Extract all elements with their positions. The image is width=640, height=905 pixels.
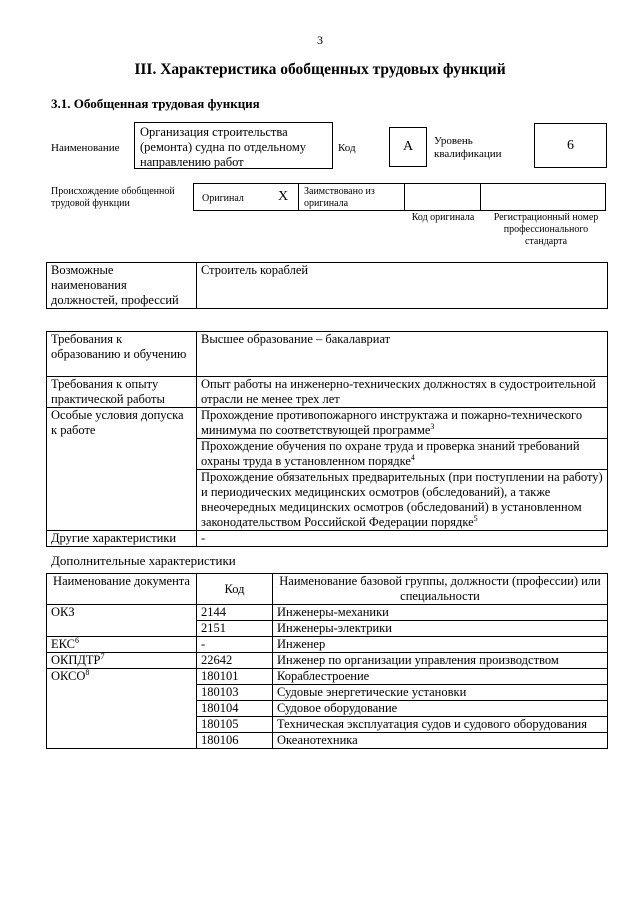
- other-label: Другие характеристики: [47, 531, 197, 547]
- requirements-table: [46, 331, 608, 547]
- footnote-ref: 7: [100, 651, 105, 661]
- name-cell: Инженер по организации управления производством: [273, 653, 608, 669]
- header-code: Код: [197, 574, 273, 605]
- doc-cell: ЕКС$^6$: [47, 637, 197, 653]
- section-title: III. Характеристика обобщенных трудовых функций: [134, 61, 506, 78]
- original-label: Оригинал: [202, 193, 244, 204]
- table-row: [47, 605, 608, 621]
- footnote-ref: 3: [430, 421, 435, 431]
- condition-2: Прохождение обучения по охране труда и проверка знаний требований охраны труда в установленном порядке$^4$: [197, 439, 608, 470]
- code-cell: 180101: [197, 669, 273, 685]
- borrowed-label: Заимствовано из оригинала: [304, 186, 375, 209]
- name-cell: Инженеры-механики: [273, 605, 608, 621]
- condition-3: Прохождение обязательных предварительных (при поступлении на работу) и периодических медицинских осмотров (обследований), а также внеочередных медицинских осмотров (обследований) в установленном законодательством Российской Федерации порядке$^5$: [197, 470, 608, 531]
- header-name: Наименование базовой группы, должности (профессии) или специальности: [273, 574, 608, 605]
- experience-label: Требования к опыту практической работы: [47, 377, 197, 408]
- original-mark: X: [278, 189, 289, 204]
- code-original-caption: Код оригинала: [411, 212, 475, 223]
- qualification-level-box: 6: [534, 123, 607, 168]
- doc-cell: ОКПДТР$^7$: [47, 653, 197, 669]
- reg-number-caption: Регистрационный номер профессионального стандарта: [493, 212, 599, 247]
- education-label: Требования к образованию и обучению: [47, 332, 197, 377]
- function-code-label: Код: [338, 142, 356, 154]
- origin-label: Происхождение обобщенной трудовой функции: [51, 186, 175, 209]
- code-cell: 180104: [197, 701, 273, 717]
- conditions-label: Особые условия допуска к работе: [47, 408, 197, 531]
- other-value: -: [197, 531, 608, 547]
- footnote-ref: 4: [410, 452, 415, 462]
- footnote-ref: 5: [473, 513, 478, 523]
- name-cell: Техническая эксплуатация судов и судового оборудования: [273, 717, 608, 733]
- divider: [480, 184, 481, 210]
- divider: [404, 184, 405, 210]
- name-cell: Судовое оборудование: [273, 701, 608, 717]
- code-cell: 180106: [197, 733, 273, 749]
- education-value: Высшее образование – бакалавриат: [197, 332, 608, 377]
- qualification-level-label: Уровень квалификации: [434, 135, 502, 160]
- origin-box: [193, 183, 606, 211]
- doc-cell: ОКСО$^8$: [47, 669, 197, 749]
- code-cell: 180105: [197, 717, 273, 733]
- name-cell: Инженер: [273, 637, 608, 653]
- code-cell: -: [197, 637, 273, 653]
- name-cell: Инженеры-электрики: [273, 621, 608, 637]
- function-name-box: Организация строительства (ремонта) судна по отдельному направлению работ: [134, 122, 333, 169]
- code-cell: 22642: [197, 653, 273, 669]
- positions-table: [46, 262, 608, 309]
- additional-table: [46, 573, 608, 749]
- page-number: 3: [317, 33, 323, 47]
- name-cell: Кораблестроение: [273, 669, 608, 685]
- name-cell: Океанотехника: [273, 733, 608, 749]
- code-cell: 2144: [197, 605, 273, 621]
- doc-cell: ОКЗ: [47, 605, 197, 637]
- footnote-ref: 8: [85, 667, 90, 677]
- name-cell: Судовые энергетические установки: [273, 685, 608, 701]
- condition-1: Прохождение противопожарного инструктажа и пожарно-технического минимума по соответствующей программе$^3$: [197, 408, 608, 439]
- positions-value: Строитель кораблей: [197, 263, 608, 309]
- table-row: [47, 669, 608, 685]
- positions-label: Возможные наименования должностей, профессий: [47, 263, 197, 309]
- divider: [298, 184, 299, 210]
- code-cell: 2151: [197, 621, 273, 637]
- header-doc: Наименование документа: [47, 574, 197, 605]
- additional-title: Дополнительные характеристики: [51, 553, 236, 568]
- function-code-box: А: [389, 127, 427, 167]
- function-name-label: Наименование: [51, 142, 120, 154]
- footnote-ref: 6: [75, 635, 79, 645]
- table-row: [47, 653, 608, 669]
- subsection-title: 3.1. Обобщенная трудовая функция: [51, 96, 260, 111]
- experience-value: Опыт работы на инженерно-технических должностях в судостроительной отрасли не менее трех лет: [197, 377, 608, 408]
- table-row: [47, 637, 608, 653]
- code-cell: 180103: [197, 685, 273, 701]
